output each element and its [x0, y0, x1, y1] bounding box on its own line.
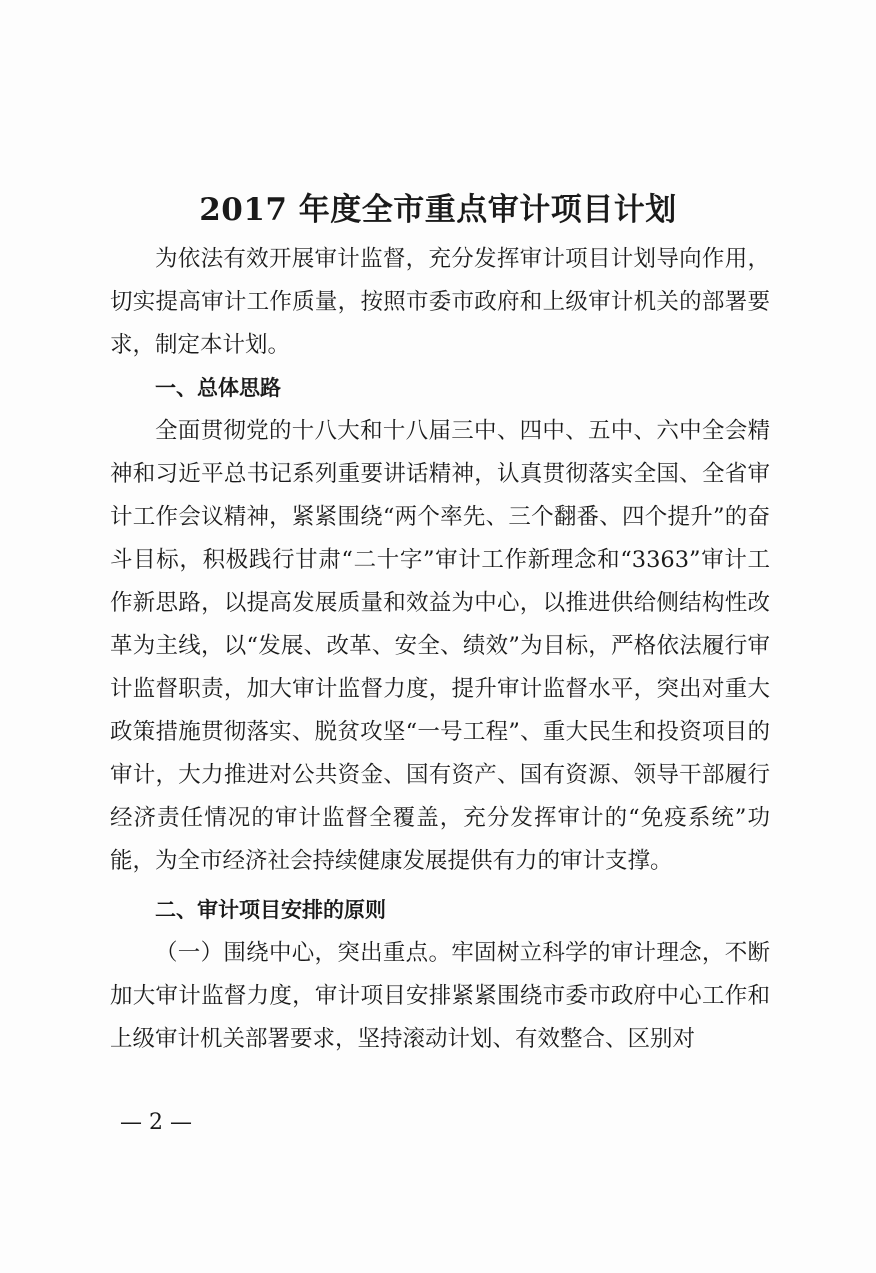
- intro-paragraph: 为依法有效开展审计监督，充分发挥审计项目计划导向作用，切实提高审计工作质量，按照市委市政府和上级审计机关的部署要求，制定本计划。: [110, 246, 770, 358]
- document-title: 2017 年度全市重点审计项目计划: [199, 192, 677, 228]
- page-number: — 2 —: [120, 1110, 192, 1135]
- document-body: [110, 238, 770, 1061]
- section-paragraph-overall-approach: 全面贯彻党的十八大和十八届三中、四中、五中、六中全会精神和习近平总书记系列重要讲话精神，认真贯彻落实全国、全省审计工作会议精神，紧紧围绕“两个率先、三个翻番、四个提升”的奋斗目标，积极践行甘肃“二十字”审计工作新理念和“3363”审计工作新思路，以提高发展质量和效益为中心，以推进供给侧结构性改革为主线，以“发展、改革、安全、绩效”为目标，严格依法履行审计监督职责，加大审计监督力度，提升审计监督水平，突出对重大政策措施贯彻落实、脱贫攻坚“一号工程”、重大民生和投资项目的审计，大力推进对公共资金、国有资产、国有资源、领导干部履行经济责任情况的审计监督全覆盖，充分发挥审计的“免疫系统”功能，为全市经济社会持续健康发展提供有力的审计支撑。: [110, 418, 770, 874]
- section-heading-project-principles: 二、审计项目安排的原则: [155, 898, 386, 922]
- section-paragraph-project-principles: （一）围绕中心，突出重点。牢固树立科学的审计理念，不断加大审计监督力度，审计项目安排紧紧围绕市委市政府中心工作和上级审计机关部署要求，坚持滚动计划、有效整合、区别对: [110, 940, 770, 1052]
- section-heading-overall-approach: 一、总体思路: [155, 376, 281, 400]
